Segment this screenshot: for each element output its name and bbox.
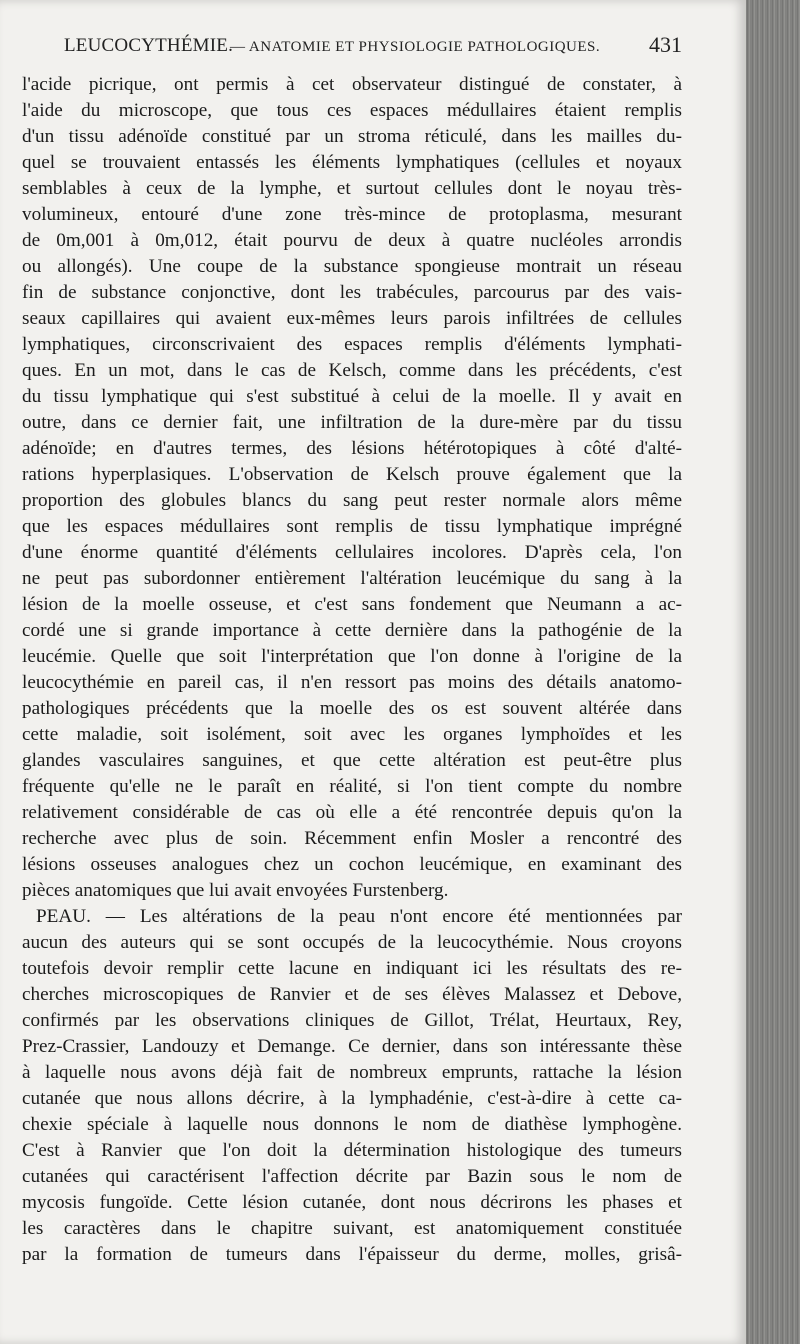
text-line: proportion des globules blancs du sang peut rester normale alors même (22, 490, 682, 511)
text-line: outre, dans ce dernier fait, une infiltration de la dure-mère par du tissu (22, 412, 682, 433)
text-line: d'un tissu adénoïde constitué par un stroma réticulé, dans les mailles du- (22, 126, 682, 147)
text-line: ne peut pas subordonner entièrement l'altération leucémique du sang à la (22, 568, 682, 589)
text-line: leucocythémie en pareil cas, il n'en ressort pas moins des détails anatomo- (22, 672, 682, 693)
text-line: confirmés par les observations cliniques de Gillot, Trélat, Heurtaux, Rey, (22, 1010, 682, 1031)
text-line: cette maladie, soit isolément, soit avec les organes lymphoïdes et les (22, 724, 682, 745)
text-line: aucun des auteurs qui se sont occupés de la leucocythémie. Nous croyons (22, 932, 682, 953)
text-line: de 0m,001 à 0m,012, était pourvu de deux à quatre nucléoles arrondis (22, 230, 682, 251)
running-title: LEUCOCYTHÉMIE. (64, 35, 234, 56)
text-line: pièces anatomiques que lui avait envoyées Furstenberg. (22, 880, 449, 901)
text-line: quel se trouvaient entassés les éléments lymphatiques (cellules et noyaux (22, 152, 682, 173)
page-stack-edge (746, 0, 800, 1344)
text-line: glandes vasculaires sanguines, et que cette altération est peut-être plus (22, 750, 682, 771)
text-line: l'acide picrique, ont permis à cet observateur distingué de constater, à (22, 74, 682, 95)
text-line: fin de substance conjonctive, dont les trabécules, parcourus par des vais- (22, 282, 682, 303)
text-line: adénoïde; en d'autres termes, des lésions hétérotopiques à côté d'alté- (22, 438, 682, 459)
text-line: cordé une si grande importance à cette dernière dans la pathogénie de la (22, 620, 682, 641)
text-line: semblables à ceux de la lymphe, et surtout cellules dont le noyau très- (22, 178, 682, 199)
text-line: toutefois devoir remplir cette lacune en indiquant ici les résultats des re- (22, 958, 682, 979)
text-line: cutanée que nous allons décrire, à la lymphadénie, c'est-à-dire à cette ca- (22, 1088, 682, 1109)
text-line: cutanées qui caractérisent l'affection décrite par Bazin sous le nom de (22, 1166, 682, 1187)
text-line: Prez-Crassier, Landouzy et Demange. Ce dernier, dans son intéressante thèse (22, 1036, 682, 1057)
running-subtitle: — ANATOMIE ET PHYSIOLOGIE PATHOLOGIQUES. (230, 39, 601, 55)
section-heading-line: PEAU. — Les altérations de la peau n'ont encore été mentionnées par (36, 906, 682, 927)
text-line: pathologiques précédents que la moelle des os est souvent altérée dans (22, 698, 682, 719)
text-line: leucémie. Quelle que soit l'interprétation que l'on donne à l'origine de la (22, 646, 682, 667)
text-line: lymphatiques, circonscrivaient des espaces remplis d'éléments lymphati- (22, 334, 682, 355)
text-line: recherche avec plus de soin. Récemment enfin Mosler a rencontré des (22, 828, 682, 849)
text-line: que les espaces médullaires sont remplis de tissu lymphatique imprégné (22, 516, 682, 537)
text-line: cherches microscopiques de Ranvier et de ses élèves Malassez et Debove, (22, 984, 682, 1005)
text-line: rations hyperplasiques. L'observation de Kelsch prouve également que la (22, 464, 682, 485)
text-line: d'une énorme quantité d'éléments cellulaires incolores. D'après cela, l'on (22, 542, 682, 563)
text-line: chexie spéciale à laquelle nous donnons le nom de diathèse lymphogène. (22, 1114, 682, 1135)
body-text (22, 72, 682, 1268)
text-line: seaux capillaires qui avaient eux-mêmes leurs parois infiltrées de cellules (22, 308, 682, 329)
text-line: lésion de la moelle osseuse, et c'est sans fondement que Neumann a ac- (22, 594, 682, 615)
running-header (64, 32, 684, 68)
text-line: à laquelle nous avons déjà fait de nombreux emprunts, rattache la lésion (22, 1062, 682, 1083)
text-line: lésions osseuses analogues chez un cochon leucémique, en examinant des (22, 854, 682, 875)
text-line: du tissu lymphatique qui s'est substitué à celui de la moelle. Il y avait en (22, 386, 682, 407)
page-number: 431 (649, 32, 682, 57)
text-line: C'est à Ranvier que l'on doit la détermination histologique des tumeurs (22, 1140, 682, 1161)
text-line: fréquente qu'elle ne le paraît en réalité, si l'on tient compte du nombre (22, 776, 682, 797)
text-line: l'aide du microscope, que tous ces espaces médullaires étaient remplis (22, 100, 682, 121)
text-line: ques. En un mot, dans le cas de Kelsch, comme dans les précédents, c'est (22, 360, 682, 381)
text-line: les caractères dans le chapitre suivant, est anatomiquement constituée (22, 1218, 682, 1239)
text-line: mycosis fungoïde. Cette lésion cutanée, dont nous décrirons les phases et (22, 1192, 682, 1213)
text-line: par la formation de tumeurs dans l'épaisseur du derme, molles, grisâ- (22, 1244, 682, 1265)
text-line: relativement considérable de cas où elle a été rencontrée depuis qu'on la (22, 802, 682, 823)
text-line: volumineux, entouré d'une zone très-mince de protoplasma, mesurant (22, 204, 682, 225)
text-line: ou allongés). Une coupe de la substance spongieuse montrait un réseau (22, 256, 682, 277)
